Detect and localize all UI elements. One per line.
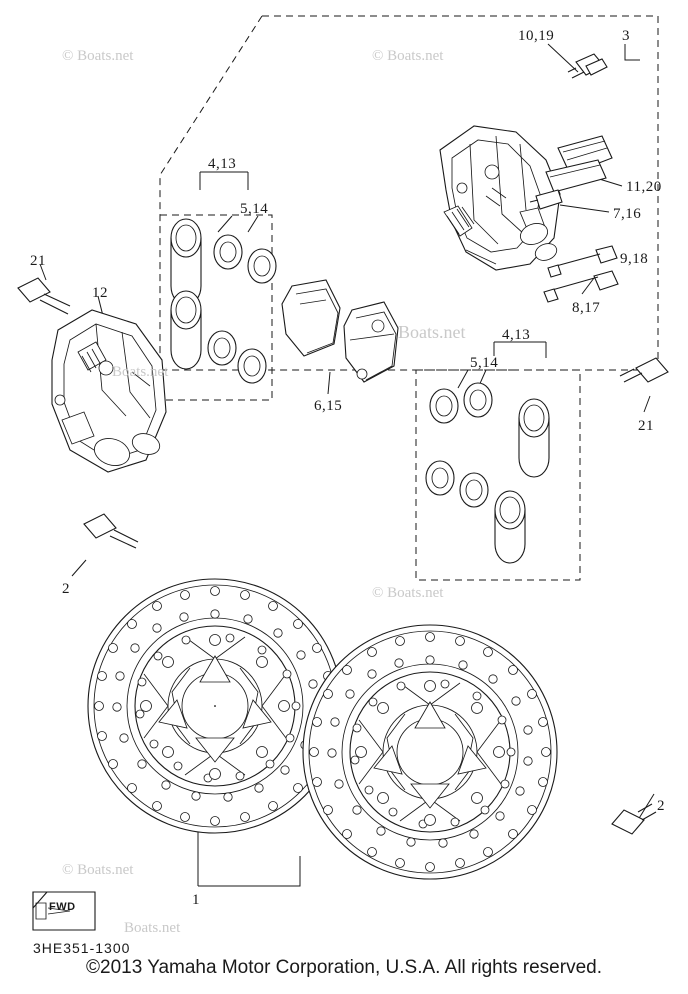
- callout-4-13-bottom: 4,13: [502, 327, 531, 343]
- piston-seal-group-bottom: [426, 383, 549, 563]
- callout-5-14-top: 5,14: [240, 201, 269, 217]
- callout-21-left: 21: [30, 253, 46, 269]
- piston-seal-group-top: [171, 219, 276, 383]
- callout-8-17: 8,17: [572, 300, 601, 316]
- brake-pad-pair-6-15: [282, 280, 398, 382]
- callout-1: 1: [192, 892, 200, 908]
- disc-bolt-right-2: [612, 804, 656, 834]
- fwd-label: FWD: [49, 901, 76, 913]
- callout-2-right: 2: [657, 798, 665, 814]
- caliper-mount-bolt-left-21: [18, 278, 70, 314]
- callout-10-19: 10,19: [518, 28, 555, 44]
- watermark: © Boats.net: [62, 48, 134, 64]
- watermark: Boats.net: [124, 920, 181, 936]
- watermark: Boats.net: [112, 364, 169, 380]
- banjo-bolt-10-19: [568, 54, 607, 78]
- callout-9-18: 9,18: [620, 251, 649, 267]
- left-front-caliper: [52, 310, 169, 472]
- disc-bolt-left-2: [84, 514, 138, 548]
- callout-7-16: 7,16: [613, 206, 642, 222]
- callout-5-14-bottom: 5,14: [470, 355, 499, 371]
- brake-disc-right: [303, 625, 557, 879]
- diagram-part-number: 3HE351-1300: [33, 940, 131, 956]
- callout-3: 3: [622, 28, 630, 44]
- watermark: © Boats.net: [372, 48, 444, 64]
- callout-21-right: 21: [638, 418, 654, 434]
- callout-12: 12: [92, 285, 108, 301]
- fwd-marker-box: [33, 892, 95, 930]
- watermark: © Boats.net: [62, 862, 134, 878]
- callout-4-13-top: 4,13: [208, 156, 237, 172]
- brake-disc-left: [88, 579, 342, 833]
- watermark: Boats.net: [398, 322, 466, 342]
- pad-shim-11-20: [546, 136, 612, 192]
- watermark: © Boats.net: [372, 585, 444, 601]
- copyright-notice: ©2013 Yamaha Motor Corporation, U.S.A. All rights reserved.: [86, 957, 602, 978]
- callout-2-left: 2: [62, 581, 70, 597]
- callout-6-15: 6,15: [314, 398, 343, 414]
- callout-11-20: 11,20: [626, 179, 662, 195]
